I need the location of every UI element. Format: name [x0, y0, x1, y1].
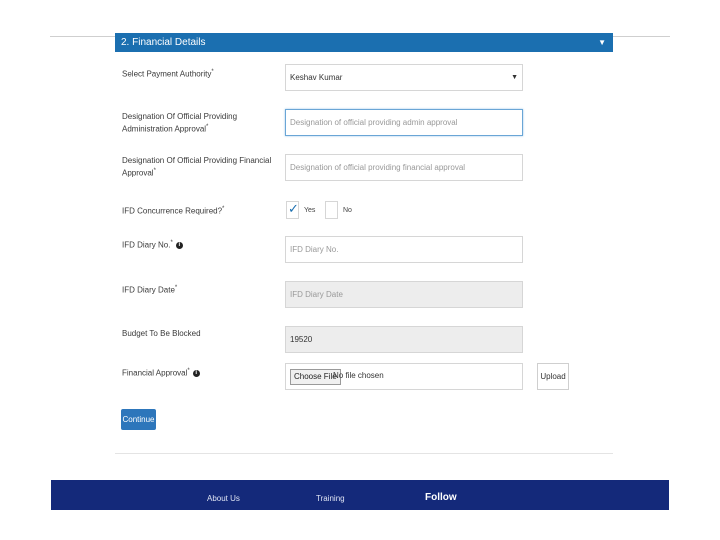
ifd-diary-date-label: IFD Diary Date* — [122, 285, 178, 295]
ifd-no-label: No — [343, 207, 352, 214]
footer-follow-heading: Follow — [425, 492, 457, 503]
ifd-diary-no-placeholder: IFD Diary No. — [290, 245, 339, 254]
budget-label: Budget To Be Blocked — [122, 329, 201, 338]
info-icon[interactable]: i — [176, 242, 183, 249]
admin-approval-input[interactable] — [285, 109, 523, 136]
info-icon[interactable]: i — [193, 370, 200, 377]
caret-down-icon[interactable]: ▼ — [598, 38, 606, 47]
caret-down-icon: ▼ — [511, 74, 518, 81]
ifd-concurrence-label: IFD Concurrence Required?* — [122, 206, 225, 216]
footer-link-about[interactable]: About Us — [207, 494, 240, 503]
section-header-financial-details[interactable] — [115, 33, 613, 52]
ifd-no-checkbox[interactable] — [325, 201, 338, 219]
footer — [51, 480, 669, 510]
ifd-yes-checkbox[interactable] — [286, 201, 299, 219]
ifd-yes-label: Yes — [304, 207, 316, 214]
budget-value: 19520 — [290, 335, 313, 344]
financial-approval-file-input[interactable] — [285, 363, 523, 390]
payment-authority-label: Select Payment Authority* — [122, 69, 214, 79]
financial-approval-official-placeholder: Designation of official providing financial approval — [290, 163, 466, 172]
choose-file-button[interactable]: Choose File — [290, 369, 341, 385]
financial-approval-official-input[interactable] — [285, 154, 523, 181]
ifd-diary-date-input[interactable] — [285, 281, 523, 308]
admin-approval-label: Designation Of Official Providing Administration Approval* — [122, 112, 238, 134]
continue-button[interactable]: Continue — [121, 409, 156, 430]
ifd-diary-date-placeholder: IFD Diary Date — [290, 290, 343, 299]
file-status: No file chosen — [333, 371, 384, 380]
ifd-diary-no-input[interactable] — [285, 236, 523, 263]
form-divider — [115, 453, 613, 454]
financial-approval-file-label: Financial Approval* i — [122, 366, 272, 379]
financial-approval-official-label: Designation Of Official Providing Financial Approval* — [122, 156, 272, 178]
checkmark-icon: ✓ — [288, 201, 299, 216]
upload-button[interactable]: Upload — [537, 363, 569, 390]
ifd-diary-no-label: IFD Diary No.* i — [122, 238, 272, 251]
section-title: 2. Financial Details — [121, 37, 206, 48]
footer-link-training[interactable]: Training — [316, 494, 345, 503]
payment-authority-select[interactable] — [285, 64, 523, 91]
payment-authority-value: Keshav Kumar — [290, 73, 343, 82]
admin-approval-placeholder: Designation of official providing admin approval — [290, 118, 458, 127]
budget-input[interactable] — [285, 326, 523, 353]
